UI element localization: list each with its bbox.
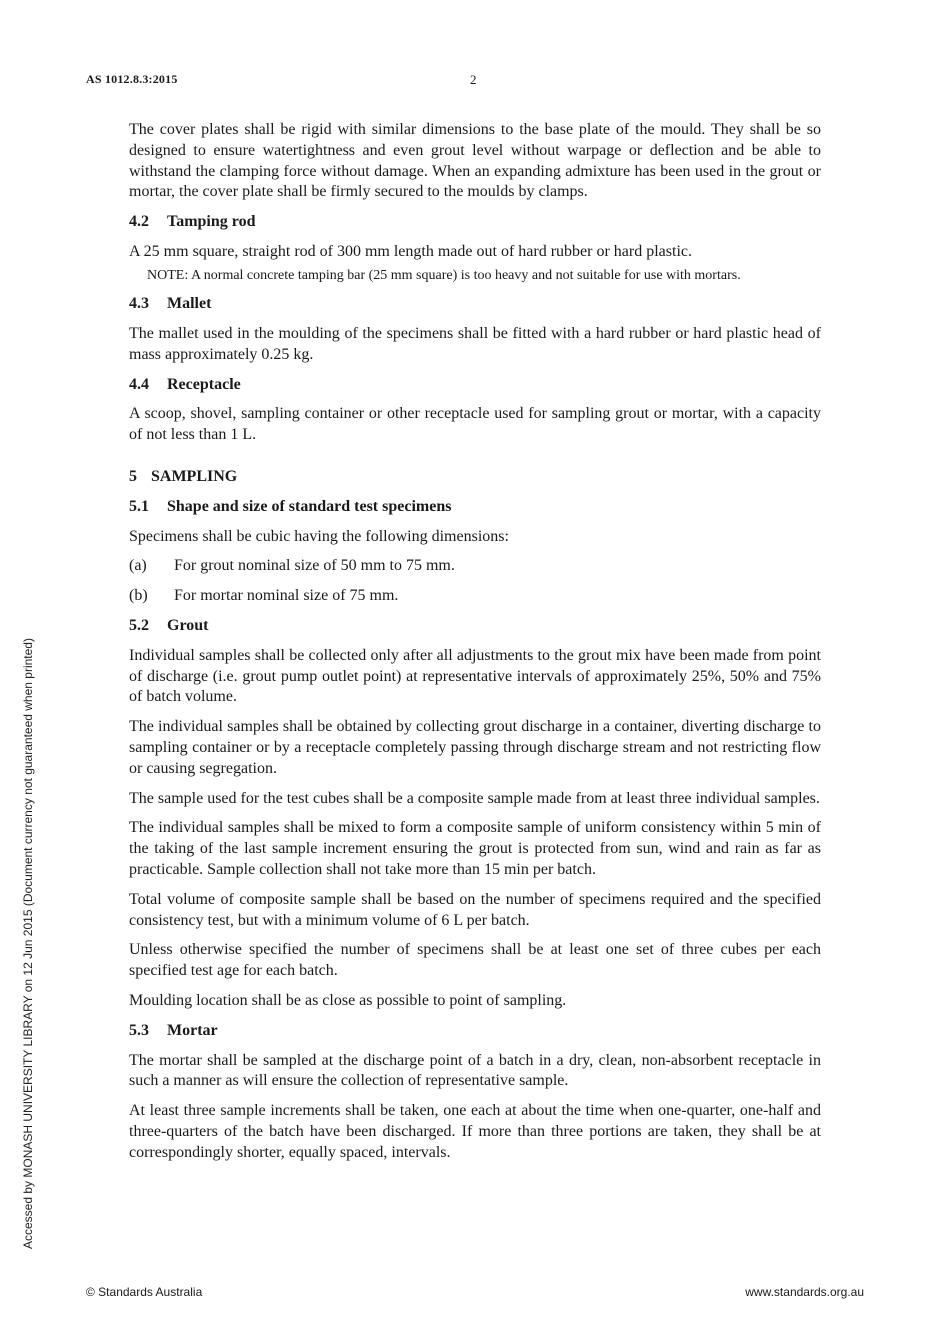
section-number: 4.3 bbox=[129, 295, 149, 313]
section-5-2-paragraph: The individual samples shall be mixed to form a composite sample of uniform consistency within 5 min of the taking of the last sample increment ensuring the grout is protected from sun, wind and rain as far as practicable. Sample collection shall not take more than 15 min per batch. bbox=[129, 819, 821, 879]
section-5-3-heading bbox=[129, 1021, 821, 1042]
document-body bbox=[129, 120, 821, 1173]
section-4-4-heading bbox=[129, 375, 821, 396]
section-number: 5 bbox=[129, 468, 137, 486]
section-title: Shape and size of standard test specimens bbox=[167, 497, 452, 515]
footer-copyright: © Standards Australia bbox=[86, 1285, 203, 1299]
section-4-3-heading bbox=[129, 294, 821, 315]
section-5-2-heading bbox=[129, 616, 821, 637]
page-number: 2 bbox=[470, 72, 477, 87]
section-5-2-paragraph: The individual samples shall be obtained by collecting grout discharge in a container, diverting discharge to sampling container or by a receptacle completely passing through discharge stream and not restricting flow or causing segregation. bbox=[129, 718, 821, 777]
section-title: Mortar bbox=[167, 1021, 218, 1039]
section-title: Mallet bbox=[167, 295, 212, 313]
footer-website: www.standards.org.au bbox=[745, 1285, 864, 1299]
list-item bbox=[129, 586, 821, 607]
list-label: (b) bbox=[129, 587, 148, 605]
section-5-2-paragraph: The sample used for the test cubes shall be a composite sample made from at least three individual samples. bbox=[129, 789, 820, 807]
section-5-2-paragraph: Total volume of composite sample shall be based on the number of specimens required and the specified consistency test, but with a minimum volume of 6 L per batch. bbox=[129, 890, 821, 929]
list-text: For grout nominal size of 50 mm to 75 mm. bbox=[174, 557, 455, 575]
section-4-4-text: A scoop, shovel, sampling container or other receptacle used for sampling grout or mortar, with a capacity of not less than 1 L. bbox=[129, 405, 821, 444]
section-number: 4.4 bbox=[129, 375, 149, 393]
standard-id: AS 1012.8.3:2015 bbox=[86, 72, 178, 86]
access-notice: Accessed by MONASH UNIVERSITY LIBRARY on 12 Jun 2015 (Document currency not guaranteed when printed) bbox=[21, 638, 35, 1249]
section-5-2-paragraph: Individual samples shall be collected only after all adjustments to the grout mix have been made from point of discharge (i.e. grout pump outlet point) at representative intervals of approximately 25%, 50% and 75% of batch volume. bbox=[129, 646, 821, 706]
section-title: Tamping rod bbox=[167, 213, 256, 231]
section-5-heading bbox=[129, 467, 821, 488]
section-4-2-note: NOTE: A normal concrete tamping bar (25 mm square) is too heavy and not suitable for use with mortars. bbox=[147, 267, 741, 283]
section-4-3-text: The mallet used in the moulding of the specimens shall be fitted with a hard rubber or hard plastic head of mass approximately 0.25 kg. bbox=[129, 325, 821, 363]
section-number: 5.1 bbox=[129, 497, 149, 515]
section-title: Receptacle bbox=[167, 375, 241, 393]
section-5-1-text: Specimens shall be cubic having the following dimensions: bbox=[129, 527, 509, 545]
section-5-1-heading bbox=[129, 497, 821, 518]
section-number: 4.2 bbox=[129, 213, 149, 231]
section-title: SAMPLING bbox=[151, 468, 238, 486]
section-5-3-paragraph: At least three sample increments shall be taken, one each at about the time when one-quarter, one-half and three-quarters of the batch have been discharged. If more than three portions are taken, they shall be at correspondingly shorter, equally spaced, intervals. bbox=[129, 1102, 821, 1161]
section-number: 5.3 bbox=[129, 1021, 149, 1039]
list-label: (a) bbox=[129, 557, 147, 575]
section-4-2-heading bbox=[129, 212, 821, 233]
list-item bbox=[129, 556, 821, 577]
section-4-2-text: A 25 mm square, straight rod of 300 mm length made out of hard rubber or hard plastic. bbox=[129, 242, 692, 260]
section-title: Grout bbox=[167, 617, 209, 635]
section-number: 5.2 bbox=[129, 617, 149, 635]
section-5-3-paragraph: The mortar shall be sampled at the discharge point of a batch in a dry, clean, non-absorbent receptacle in such a manner as will ensure the collection of representative sample. bbox=[129, 1051, 821, 1090]
section-5-2-paragraph: Unless otherwise specified the number of specimens shall be at least one set of three cubes per each specified test age for each batch. bbox=[129, 941, 821, 980]
list-text: For mortar nominal size of 75 mm. bbox=[174, 587, 399, 605]
intro-paragraph: The cover plates shall be rigid with similar dimensions to the base plate of the mould. They shall be so designed to ensure watertightness and even grout level without warpage or deflection and be able to withstand the clamping force without damage. When an expanding admixture has been used in the grout or mortar, the cover plate shall be firmly secured to the moulds by clamps. bbox=[129, 121, 821, 201]
section-5-2-paragraph: Moulding location shall be as close as possible to point of sampling. bbox=[129, 992, 567, 1009]
